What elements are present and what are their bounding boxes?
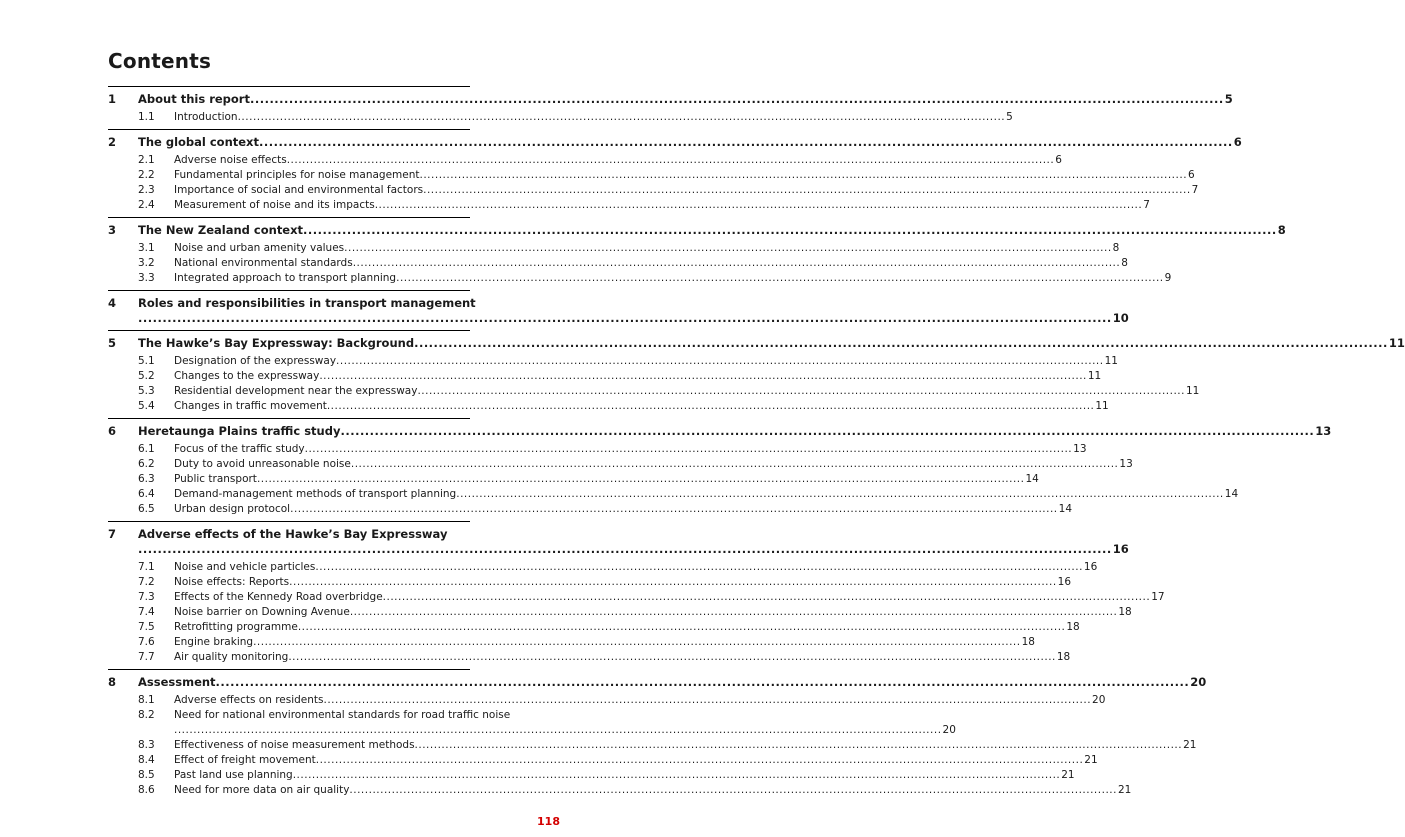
toc-leader-dots: ........................................................................................................................................................................................................ [256, 473, 1025, 485]
toc-subsection-title-text: Effects of the Kennedy Road overbridge [174, 591, 383, 603]
toc-subsection-page: 13 [1119, 458, 1133, 470]
toc-subsection-number: 5.2 [138, 370, 155, 382]
toc-subsection-title [174, 605, 1117, 620]
toc-subsection-page: 21 [1117, 784, 1132, 796]
toc-section-title-text: Assessment [138, 675, 216, 689]
toc-section-page: 10 [1112, 311, 1129, 325]
toc-leader-dots: ........................................................................................................................................................................................................ [319, 370, 1087, 382]
toc-subsection-title [174, 198, 1142, 213]
toc-subsection-number: 3.1 [138, 242, 155, 254]
toc-subsection-entry[interactable] [108, 575, 1072, 590]
toc-leader-dots: ........................................................................................................................................................................................................ [315, 754, 1084, 766]
toc-subsection-number: 8.4 [138, 754, 155, 766]
toc-section-page: 11 [1388, 336, 1405, 350]
toc-subsection-number: 5.3 [138, 385, 155, 397]
toc-subsection-entry[interactable] [108, 590, 1165, 605]
toc-subsection-page: 18 [1118, 606, 1132, 618]
toc-section [108, 217, 1286, 286]
toc-subsection-entry[interactable] [108, 168, 1195, 183]
toc-subsection-title-text: Noise barrier on Downing Avenue [174, 606, 350, 618]
toc-subsection-page: 14 [1058, 503, 1073, 515]
toc-leader-dots: ........................................................................................................................................................................................................ [138, 542, 1112, 556]
toc-subsection-page: 18 [1056, 651, 1071, 663]
toc-leader-dots: ........................................................................................................................................................................................................ [344, 242, 1112, 254]
toc-subsection-title [174, 256, 1120, 271]
toc-leader-dots: ........................................................................................................................................................................................................ [350, 458, 1119, 470]
toc-subsection-page: 5 [1006, 111, 1013, 123]
toc-subsection-number: 2.1 [138, 154, 155, 166]
toc-subsection-number: 6.4 [138, 488, 155, 500]
toc-leader-dots: ........................................................................................................................................................................................................ [288, 651, 1056, 663]
toc-subsection-page: 21 [1183, 739, 1197, 751]
toc-leader-dots: ........................................................................................................................................................................................................ [326, 400, 1095, 412]
toc-subsection-entry[interactable] [108, 502, 1073, 517]
toc-subsection-title [174, 168, 1187, 183]
toc-section-title [138, 336, 1388, 351]
toc-section-title-text: The New Zealand context [138, 223, 304, 237]
toc-subsection-entry[interactable] [108, 753, 1098, 768]
toc-leader-dots: ........................................................................................................................................................................................................ [215, 675, 1190, 689]
toc-subsection-page: 13 [1073, 443, 1087, 455]
toc-subsection-entry[interactable] [108, 354, 1118, 369]
toc-section [108, 290, 1129, 326]
toc-subsection-title-text: Adverse effects on residents [174, 694, 324, 706]
toc-subsection-number: 7.7 [138, 651, 155, 663]
toc-subsection-title-text: Demand-management methods of transport planning [174, 488, 457, 500]
toc-subsection-title-text: Residential development near the expressway [174, 385, 418, 397]
toc-subsection-number: 6.3 [138, 473, 155, 485]
toc-section [108, 86, 1233, 125]
toc-leader-dots: ........................................................................................................................................................................................................ [349, 784, 1117, 796]
toc-subsection-title-text: Focus of the traffic study [174, 443, 305, 455]
toc-subsection-number: 7.6 [138, 636, 155, 648]
toc-subsection-page: 16 [1057, 576, 1072, 588]
toc-subsection-page: 18 [1066, 621, 1080, 633]
toc-subsection-number: 2.3 [138, 184, 155, 196]
toc-leader-dots: ........................................................................................................................................................................................................ [414, 336, 1388, 350]
toc-subsection-title [174, 153, 1054, 168]
toc-subsection-title-text: Past land use planning [174, 769, 293, 781]
toc-leader-dots: ........................................................................................................................................................................................................ [174, 724, 942, 736]
toc-section-page: 20 [1190, 675, 1207, 689]
toc-subsection-title [174, 738, 1182, 753]
toc-section-number: 1 [108, 92, 117, 106]
toc-subsection-entry[interactable] [108, 198, 1150, 213]
toc-section-title [138, 296, 1112, 326]
toc-leader-dots: ........................................................................................................................................................................................................ [340, 424, 1315, 438]
toc-subsection-number: 7.1 [138, 561, 155, 573]
toc-subsection-page: 21 [1061, 769, 1075, 781]
toc-subsection-entry[interactable] [108, 635, 1035, 650]
toc-section [108, 330, 1405, 414]
toc-section-number: 4 [108, 296, 117, 310]
toc-section-page: 16 [1112, 542, 1129, 556]
toc-section-title [138, 424, 1314, 439]
toc-subsection-title-text: Urban design protocol [174, 503, 291, 515]
toc-subsection-page: 11 [1104, 355, 1118, 367]
toc-leader-dots: ........................................................................................................................................................................................................ [336, 355, 1104, 367]
toc-subsection-title-text: Effect of freight movement [174, 754, 316, 766]
toc-subsection-title [174, 753, 1083, 768]
toc-subsection-title-text: Designation of the expressway [174, 355, 337, 367]
toc-subsection-number: 7.4 [138, 606, 155, 618]
toc-section-number: 2 [108, 135, 117, 149]
toc-leader-dots: ........................................................................................................................................................................................................ [290, 503, 1058, 515]
page-title: Contents [108, 49, 212, 73]
toc-subsection-number: 8.2 [138, 709, 155, 721]
toc-subsection-title [174, 442, 1072, 457]
toc-subsection-title-text: Duty to avoid unreasonable noise [174, 458, 351, 470]
toc-section-entry[interactable] [108, 424, 1332, 439]
toc-subsection-title [174, 575, 1057, 590]
toc-subsection-number: 7.2 [138, 576, 155, 588]
toc-subsection-title-text: National environmental standards [174, 257, 353, 269]
toc-subsection-number: 2.4 [138, 199, 155, 211]
toc-leader-dots: ........................................................................................................................................................................................................ [289, 576, 1057, 588]
toc-section-entry[interactable] [108, 675, 1207, 690]
toc-subsection-title-text: Air quality monitoring [174, 651, 289, 663]
toc-section-title [138, 92, 1224, 107]
toc-subsection-entry[interactable] [108, 241, 1120, 256]
toc-subsection-number: 7.3 [138, 591, 155, 603]
toc-subsection-page: 20 [1092, 694, 1106, 706]
toc-leader-dots: ........................................................................................................................................................................................................ [253, 636, 1021, 648]
toc-subsection-entry[interactable] [108, 620, 1080, 635]
toc-section-entry[interactable] [108, 336, 1405, 351]
toc-section-number: 3 [108, 223, 117, 237]
toc-subsection-title [174, 457, 1118, 472]
toc-subsection-page: 21 [1084, 754, 1098, 766]
toc-subsection-entry[interactable] [108, 693, 1106, 708]
toc-subsection-number: 2.2 [138, 169, 155, 181]
toc-subsection-entry[interactable] [108, 650, 1071, 665]
toc-subsection-entry[interactable] [108, 256, 1128, 271]
toc-subsection-title-text: Noise and vehicle particles [174, 561, 316, 573]
toc-subsection-page: 11 [1185, 385, 1200, 397]
toc-leader-dots: ........................................................................................................................................................................................................ [423, 184, 1191, 196]
toc-subsection-title-text: Effectiveness of noise measurement methods [174, 739, 415, 751]
toc-subsection-page: 11 [1087, 370, 1102, 382]
toc-leader-dots: ........................................................................................................................................................................................................ [349, 606, 1118, 618]
toc-section-entry[interactable] [108, 92, 1233, 107]
toc-leader-dots: ........................................................................................................................................................................................................ [292, 769, 1061, 781]
toc-leader-dots: ........................................................................................................................................................................................................ [323, 694, 1092, 706]
toc-subsection-title [174, 590, 1150, 605]
toc-subsection-page: 14 [1224, 488, 1239, 500]
toc-leader-dots: ........................................................................................................................................................................................................ [249, 92, 1224, 106]
toc-subsection-number: 7.5 [138, 621, 155, 633]
toc-subsection-title [174, 271, 1164, 286]
toc-subsection-entry[interactable] [108, 768, 1075, 783]
toc-subsection-entry[interactable] [108, 183, 1199, 198]
toc-subsection-entry[interactable] [108, 457, 1133, 472]
toc-section-title [138, 135, 1233, 150]
toc-leader-dots: ........................................................................................................................................................................................................ [352, 257, 1121, 269]
toc-subsection-title-text: Measurement of noise and its impacts [174, 199, 375, 211]
toc-subsection-title [174, 560, 1083, 575]
toc-section-page: 5 [1224, 92, 1233, 106]
toc-subsection-page: 7 [1191, 184, 1199, 196]
toc-leader-dots: ........................................................................................................................................................................................................ [258, 135, 1233, 149]
toc-subsection-title-text: Introduction [174, 111, 238, 123]
toc-subsection-entry[interactable] [108, 487, 1239, 502]
toc-subsection-entry[interactable] [108, 442, 1087, 457]
toc-section-title-text: Heretaunga Plains traffic study [138, 424, 341, 438]
toc-section-title-text: Roles and responsibilities in transport management [138, 296, 476, 310]
toc-subsection-title [174, 241, 1112, 256]
toc-subsection-title [174, 783, 1117, 798]
toc-subsection-title [174, 635, 1021, 650]
toc-subsection-title [174, 768, 1060, 783]
toc-subsection-title-text: Need for more data on air quality [174, 784, 350, 796]
toc-leader-dots: ........................................................................................................................................................................................................ [456, 488, 1224, 500]
toc-subsection-title-text: Noise effects: Reports [174, 576, 290, 588]
toc-subsection-number: 8.3 [138, 739, 155, 751]
toc-subsection-page: 16 [1083, 561, 1098, 573]
toc-section-number: 6 [108, 424, 117, 438]
toc-subsection-title-text: Retrofitting programme [174, 621, 298, 633]
toc-section-page: 13 [1315, 424, 1332, 438]
toc-subsection-number: 5.4 [138, 400, 155, 412]
table-of-contents [108, 86, 1405, 802]
toc-section-title [138, 527, 1112, 557]
toc-leader-dots: ........................................................................................................................................................................................................ [297, 621, 1066, 633]
toc-subsection-title-text: Integrated approach to transport planning [174, 272, 397, 284]
toc-section [108, 521, 1165, 665]
toc-subsection-page: 17 [1151, 591, 1165, 603]
toc-subsection-title [174, 183, 1191, 198]
toc-subsection-title [174, 487, 1224, 502]
toc-subsection-entry[interactable] [108, 708, 956, 738]
toc-subsection-page: 8 [1112, 242, 1120, 254]
toc-leader-dots: ........................................................................................................................................................................................................ [414, 739, 1183, 751]
toc-subsection-title [174, 620, 1065, 635]
toc-subsection-number: 3.2 [138, 257, 155, 269]
toc-section-page: 6 [1233, 135, 1242, 149]
toc-leader-dots: ........................................................................................................................................................................................................ [417, 385, 1185, 397]
toc-subsection-entry[interactable] [108, 738, 1197, 753]
toc-subsection-title [174, 369, 1087, 384]
toc-subsection-entry[interactable] [108, 271, 1172, 286]
toc-section [108, 418, 1332, 517]
toc-section-entry[interactable] [108, 135, 1242, 150]
toc-subsection-entry[interactable] [108, 472, 1039, 487]
toc-subsection-entry[interactable] [108, 605, 1132, 620]
toc-section-title-text: The global context [138, 135, 259, 149]
toc-subsection-page: 18 [1021, 636, 1035, 648]
toc-section [108, 669, 1207, 798]
toc-leader-dots: ........................................................................................................................................................................................................ [382, 591, 1151, 603]
toc-subsection-number: 8.1 [138, 694, 155, 706]
toc-leader-dots: ........................................................................................................................................................................................................ [237, 111, 1006, 123]
toc-subsection-page: 14 [1025, 473, 1039, 485]
toc-subsection-number: 8.5 [138, 769, 155, 781]
toc-section-title [138, 675, 1189, 690]
toc-section-entry[interactable] [108, 296, 1129, 326]
toc-subsection-title-text: Public transport [174, 473, 257, 485]
toc-leader-dots: ........................................................................................................................................................................................................ [374, 199, 1143, 211]
toc-section-title-text: Adverse effects of the Hawke’s Bay Expressway [138, 527, 448, 541]
toc-subsection-entry[interactable] [108, 384, 1200, 399]
toc-subsection-entry[interactable] [108, 153, 1062, 168]
toc-subsection-page: 7 [1143, 199, 1150, 211]
toc-subsection-page: 20 [942, 724, 956, 736]
toc-subsection-entry[interactable] [108, 560, 1098, 575]
toc-subsection-title [174, 693, 1091, 708]
toc-section [108, 129, 1242, 213]
toc-section-entry[interactable] [108, 223, 1286, 238]
toc-subsection-title [174, 384, 1185, 399]
toc-subsection-title-text: Importance of social and environmental factors [174, 184, 424, 196]
toc-leader-dots: ........................................................................................................................................................................................................ [304, 443, 1073, 455]
toc-subsection-title-text: Fundamental principles for noise management [174, 169, 420, 181]
toc-subsection-title-text: Engine braking [174, 636, 254, 648]
toc-subsection-number: 5.1 [138, 355, 155, 367]
toc-leader-dots: ........................................................................................................................................................................................................ [396, 272, 1164, 284]
toc-leader-dots: ........................................................................................................................................................................................................ [286, 154, 1055, 166]
toc-subsection-title [174, 502, 1058, 517]
toc-subsection-entry[interactable] [108, 110, 1013, 125]
toc-leader-dots: ........................................................................................................................................................................................................ [138, 311, 1112, 325]
toc-section-entry[interactable] [108, 527, 1129, 557]
toc-leader-dots: ........................................................................................................................................................................................................ [315, 561, 1083, 573]
toc-subsection-entry[interactable] [108, 369, 1102, 384]
toc-section-title-text: About this report [138, 92, 250, 106]
toc-subsection-title-text: Changes to the expressway [174, 370, 320, 382]
toc-subsection-entry[interactable] [108, 783, 1132, 798]
toc-subsection-number: 6.5 [138, 503, 155, 515]
toc-subsection-title [174, 110, 1005, 125]
toc-subsection-number: 6.1 [138, 443, 155, 455]
toc-section-number: 7 [108, 527, 117, 541]
toc-subsection-page: 6 [1188, 169, 1195, 181]
toc-subsection-title [174, 354, 1104, 369]
toc-subsection-title [174, 708, 942, 738]
toc-subsection-title-text: Need for national environmental standards for road traffic noise [174, 709, 511, 721]
toc-subsection-page: 11 [1095, 400, 1109, 412]
toc-subsection-entry[interactable] [108, 399, 1109, 414]
toc-section-number: 5 [108, 336, 117, 350]
toc-subsection-page: 6 [1055, 154, 1062, 166]
toc-subsection-number: 8.6 [138, 784, 155, 796]
toc-subsection-page: 8 [1121, 257, 1128, 269]
toc-subsection-number: 3.3 [138, 272, 155, 284]
toc-subsection-number: 1.1 [138, 111, 155, 123]
toc-section-page: 8 [1277, 223, 1286, 237]
toc-subsection-title-text: Changes in traffic movement [174, 400, 327, 412]
toc-section-title-text: The Hawke’s Bay Expressway: Background [138, 336, 415, 350]
toc-leader-dots: ........................................................................................................................................................................................................ [419, 169, 1188, 181]
page-number: 118 [537, 815, 560, 828]
toc-subsection-page: 9 [1164, 272, 1172, 284]
toc-subsection-title-text: Adverse noise effects [174, 154, 287, 166]
toc-subsection-title [174, 399, 1094, 414]
toc-subsection-title [174, 650, 1056, 665]
toc-subsection-number: 6.2 [138, 458, 155, 470]
toc-subsection-title-text: Noise and urban amenity values [174, 242, 345, 254]
toc-section-number: 8 [108, 675, 117, 689]
toc-section-title [138, 223, 1277, 238]
toc-leader-dots: ........................................................................................................................................................................................................ [303, 223, 1277, 237]
toc-subsection-title [174, 472, 1024, 487]
